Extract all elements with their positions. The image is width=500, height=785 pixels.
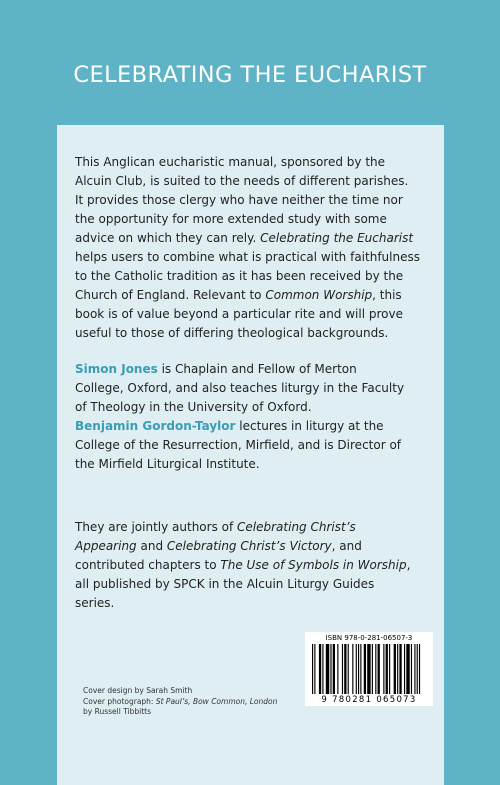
barcode-bar [322,644,323,694]
text-line: helps users to combine what is practical with faithfulness [75,250,420,264]
barcode-bar [326,644,329,694]
text-line: series. [75,596,115,610]
blurb-paragraph [75,153,445,343]
cover-title: CELEBRATING THE EUCHARIST [73,62,427,88]
cover-credits [83,686,283,718]
text-line: the opportunity for more extended study with some [75,212,387,226]
text-line: all published by SPCK in the Alcuin Liturgy Guides [75,577,375,591]
barcode-number: 9 780281 065073 [321,695,417,705]
text-line: by Russell Tibbitts [83,707,152,716]
italic-title: Celebrating the Eucharist [260,231,414,245]
barcode-bar [406,644,409,694]
barcode-bar [386,644,388,694]
barcode-bar [330,644,331,694]
italic-title: St Paul’s, Bow Common, London [155,696,278,706]
author-name: Benjamin Gordon-Taylor [75,419,236,433]
barcode-bar [319,644,321,694]
barcode-bar [372,644,373,694]
text-line: Church of England. Relevant to Common Worship, this [75,288,402,302]
barcode-bar [342,644,343,694]
barcode-bar [375,644,376,694]
text-panel [57,125,444,785]
italic-title: Celebrating Christ’s [237,520,356,534]
text-line: of Theology in the University of Oxford. [75,400,312,414]
text-line: It provides those clergy who have neither the time nor [75,193,403,207]
text-line: advice on which they can rely. Celebrating the Eucharist [75,231,414,245]
text-line: contributed chapters to The Use of Symbols in Worship, [75,558,411,572]
text-line: useful to those of differing theological backgrounds. [75,326,389,340]
barcode-bar [404,644,405,694]
barcode-bar [360,644,361,694]
barcode-bar [358,644,359,694]
barcode-bar [364,644,366,694]
text-line: College, Oxford, and also teaches liturgy in the Faculty [75,381,405,395]
barcode-bar [397,644,398,694]
barcode-bar [356,644,357,694]
barcode-bar [314,644,315,694]
barcode-bar [378,644,380,694]
barcode-bar [344,644,346,694]
barcode-bar [333,644,335,694]
isbn-label: ISBN 978-0-281-06507-3 [325,634,413,642]
barcode-bar [399,644,401,694]
text-line: Alcuin Club, is suited to the needs of different parishes. [75,174,409,188]
italic-title: Appearing [75,539,137,553]
text-line: College of the Resurrection, Mirfield, and is Director of [75,438,402,452]
italic-title: Common Worship [265,288,373,302]
text-line: Simon Jones is Chaplain and Fellow of Merton [75,362,357,376]
authors-paragraph [75,360,445,474]
barcode-bar [352,644,353,694]
text-line: the Mirfield Liturgical Institute. [75,457,260,471]
barcode-bar [411,644,412,694]
barcode-bar [414,644,415,694]
italic-title: The Use of Symbols in Worship [220,558,407,572]
barcode-bar [383,644,384,694]
text-line: Cover photograph: St Paul’s, Bow Common, London [83,696,278,706]
text-line: Cover design by Sarah Smith [83,686,193,695]
barcode-bar [312,644,313,694]
text-line: Benjamin Gordon-Taylor lectures in liturgy at the [75,419,384,433]
barcode-bar [394,644,396,694]
barcode [312,644,426,694]
barcode-bar [417,644,418,694]
text-line: This Anglican eucharistic manual, sponsored by the [75,155,386,169]
barcode-bar [389,644,390,694]
text-line: book is of value beyond a particular rite and will prove [75,307,403,321]
text-line: to the Catholic tradition as it has been received by the [75,269,404,283]
barcode-bar [337,644,338,694]
barcode-bar [419,644,420,694]
italic-title: Celebrating Christ’s Victory [166,539,332,553]
text-line: Appearing and Celebrating Christ’s Victory, and [75,539,362,553]
barcode-box [305,632,433,706]
joint-authors-paragraph [75,518,445,613]
author-name: Simon Jones [75,362,158,376]
text-line: They are jointly authors of Celebrating Christ’s [75,520,356,534]
barcode-bar [348,644,349,694]
barcode-bar [367,644,370,694]
